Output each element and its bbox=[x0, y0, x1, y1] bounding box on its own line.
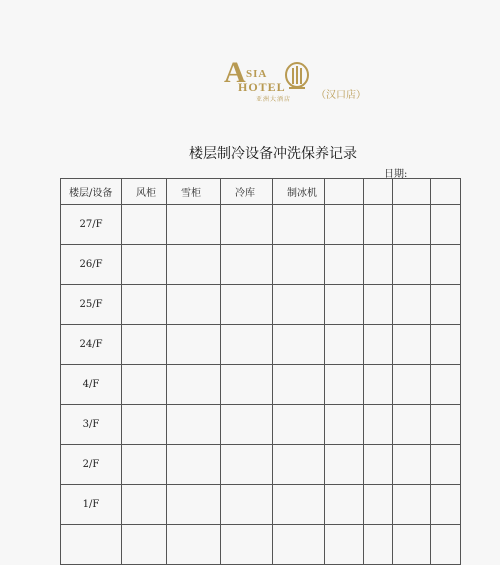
record-cell[interactable] bbox=[393, 245, 431, 285]
record-cell[interactable] bbox=[364, 285, 393, 325]
record-cell[interactable] bbox=[393, 405, 431, 445]
floor-cell: 4/F bbox=[61, 365, 122, 405]
record-cell[interactable] bbox=[122, 525, 167, 565]
floor-cell: 2/F bbox=[61, 445, 122, 485]
record-cell[interactable] bbox=[364, 485, 393, 525]
record-cell[interactable] bbox=[122, 445, 167, 485]
floor-cell bbox=[61, 525, 122, 565]
record-cell[interactable] bbox=[431, 245, 461, 285]
record-cell[interactable] bbox=[273, 205, 325, 245]
record-cell[interactable] bbox=[325, 525, 364, 565]
record-cell[interactable] bbox=[364, 245, 393, 285]
record-cell[interactable] bbox=[273, 405, 325, 445]
record-cell[interactable] bbox=[393, 205, 431, 245]
record-cell[interactable] bbox=[273, 445, 325, 485]
record-cell[interactable] bbox=[393, 365, 431, 405]
record-cell[interactable] bbox=[431, 325, 461, 365]
record-cell[interactable] bbox=[167, 325, 221, 365]
record-cell[interactable] bbox=[431, 485, 461, 525]
record-cell[interactable] bbox=[122, 285, 167, 325]
record-cell[interactable] bbox=[167, 485, 221, 525]
header-air-handler: 风柜 bbox=[122, 179, 167, 205]
record-cell[interactable] bbox=[221, 285, 273, 325]
branch-label: （汉口店） bbox=[316, 90, 366, 101]
record-cell[interactable] bbox=[167, 245, 221, 285]
record-cell[interactable] bbox=[273, 485, 325, 525]
logo-word-sia: SIA bbox=[246, 68, 268, 80]
record-cell[interactable] bbox=[167, 445, 221, 485]
record-cell[interactable] bbox=[364, 325, 393, 365]
record-cell[interactable] bbox=[393, 325, 431, 365]
record-cell[interactable] bbox=[431, 365, 461, 405]
record-cell[interactable] bbox=[167, 405, 221, 445]
record-cell[interactable] bbox=[393, 525, 431, 565]
logo-letter: A bbox=[224, 56, 246, 89]
floor-cell: 1/F bbox=[61, 485, 122, 525]
floor-cell: 3/F bbox=[61, 405, 122, 445]
record-cell[interactable] bbox=[364, 445, 393, 485]
logo-word-hotel: HOTEL bbox=[238, 80, 286, 94]
record-cell[interactable] bbox=[221, 365, 273, 405]
record-cell[interactable] bbox=[325, 245, 364, 285]
record-cell[interactable] bbox=[122, 485, 167, 525]
record-cell[interactable] bbox=[221, 445, 273, 485]
record-cell[interactable] bbox=[431, 525, 461, 565]
table-row bbox=[61, 485, 461, 525]
record-cell[interactable] bbox=[167, 205, 221, 245]
table-row bbox=[61, 525, 461, 565]
record-cell[interactable] bbox=[273, 325, 325, 365]
table-row bbox=[61, 325, 461, 365]
table-row bbox=[61, 445, 461, 485]
record-cell[interactable] bbox=[364, 205, 393, 245]
record-cell[interactable] bbox=[273, 245, 325, 285]
hotel-logo bbox=[222, 58, 382, 104]
floor-cell: 24/F bbox=[61, 325, 122, 365]
logo-chinese-name: 亚洲大酒店 bbox=[256, 96, 292, 103]
document-title: 楼层制冷设备冲洗保养记录 bbox=[189, 146, 357, 162]
header-cold-storage: 冷库 bbox=[221, 179, 273, 205]
record-cell[interactable] bbox=[122, 205, 167, 245]
record-cell[interactable] bbox=[364, 525, 393, 565]
record-cell[interactable] bbox=[122, 245, 167, 285]
record-cell[interactable] bbox=[221, 525, 273, 565]
record-cell[interactable] bbox=[221, 405, 273, 445]
floor-cell: 26/F bbox=[61, 245, 122, 285]
record-cell[interactable] bbox=[325, 405, 364, 445]
record-cell[interactable] bbox=[393, 485, 431, 525]
record-cell[interactable] bbox=[221, 325, 273, 365]
table-row bbox=[61, 285, 461, 325]
record-cell[interactable] bbox=[431, 285, 461, 325]
date-label: 日期: bbox=[384, 169, 408, 180]
record-cell[interactable] bbox=[431, 405, 461, 445]
record-cell[interactable] bbox=[325, 205, 364, 245]
hotel-emblem-icon bbox=[284, 62, 310, 92]
floor-cell: 27/F bbox=[61, 205, 122, 245]
table-row bbox=[61, 365, 461, 405]
record-cell[interactable] bbox=[325, 365, 364, 405]
table-row bbox=[61, 245, 461, 285]
record-cell[interactable] bbox=[273, 285, 325, 325]
header-blank bbox=[431, 179, 461, 205]
record-cell[interactable] bbox=[122, 365, 167, 405]
record-cell[interactable] bbox=[325, 485, 364, 525]
record-cell[interactable] bbox=[393, 445, 431, 485]
header-ice-machine: 制冰机 bbox=[273, 179, 325, 205]
record-cell[interactable] bbox=[167, 365, 221, 405]
record-cell[interactable] bbox=[221, 485, 273, 525]
record-cell[interactable] bbox=[221, 205, 273, 245]
table-header-row bbox=[61, 179, 461, 205]
header-blank bbox=[325, 179, 364, 205]
table-row bbox=[61, 405, 461, 445]
floor-cell: 25/F bbox=[61, 285, 122, 325]
header-blank bbox=[364, 179, 393, 205]
record-cell[interactable] bbox=[273, 525, 325, 565]
header-floor-equipment: 楼层/设备 bbox=[61, 179, 122, 205]
record-cell[interactable] bbox=[364, 365, 393, 405]
record-cell[interactable] bbox=[167, 525, 221, 565]
record-cell[interactable] bbox=[325, 285, 364, 325]
record-cell[interactable] bbox=[431, 445, 461, 485]
table-row bbox=[61, 205, 461, 245]
record-cell[interactable] bbox=[167, 285, 221, 325]
record-cell[interactable] bbox=[325, 325, 364, 365]
record-cell[interactable] bbox=[221, 245, 273, 285]
record-cell[interactable] bbox=[273, 365, 325, 405]
record-cell[interactable] bbox=[364, 405, 393, 445]
record-cell[interactable] bbox=[431, 205, 461, 245]
header-blank bbox=[393, 179, 431, 205]
record-cell[interactable] bbox=[122, 405, 167, 445]
record-cell[interactable] bbox=[325, 445, 364, 485]
maintenance-record-table bbox=[60, 178, 461, 565]
record-cell[interactable] bbox=[393, 285, 431, 325]
record-cell[interactable] bbox=[122, 325, 167, 365]
header-freezer: 雪柜 bbox=[167, 179, 221, 205]
